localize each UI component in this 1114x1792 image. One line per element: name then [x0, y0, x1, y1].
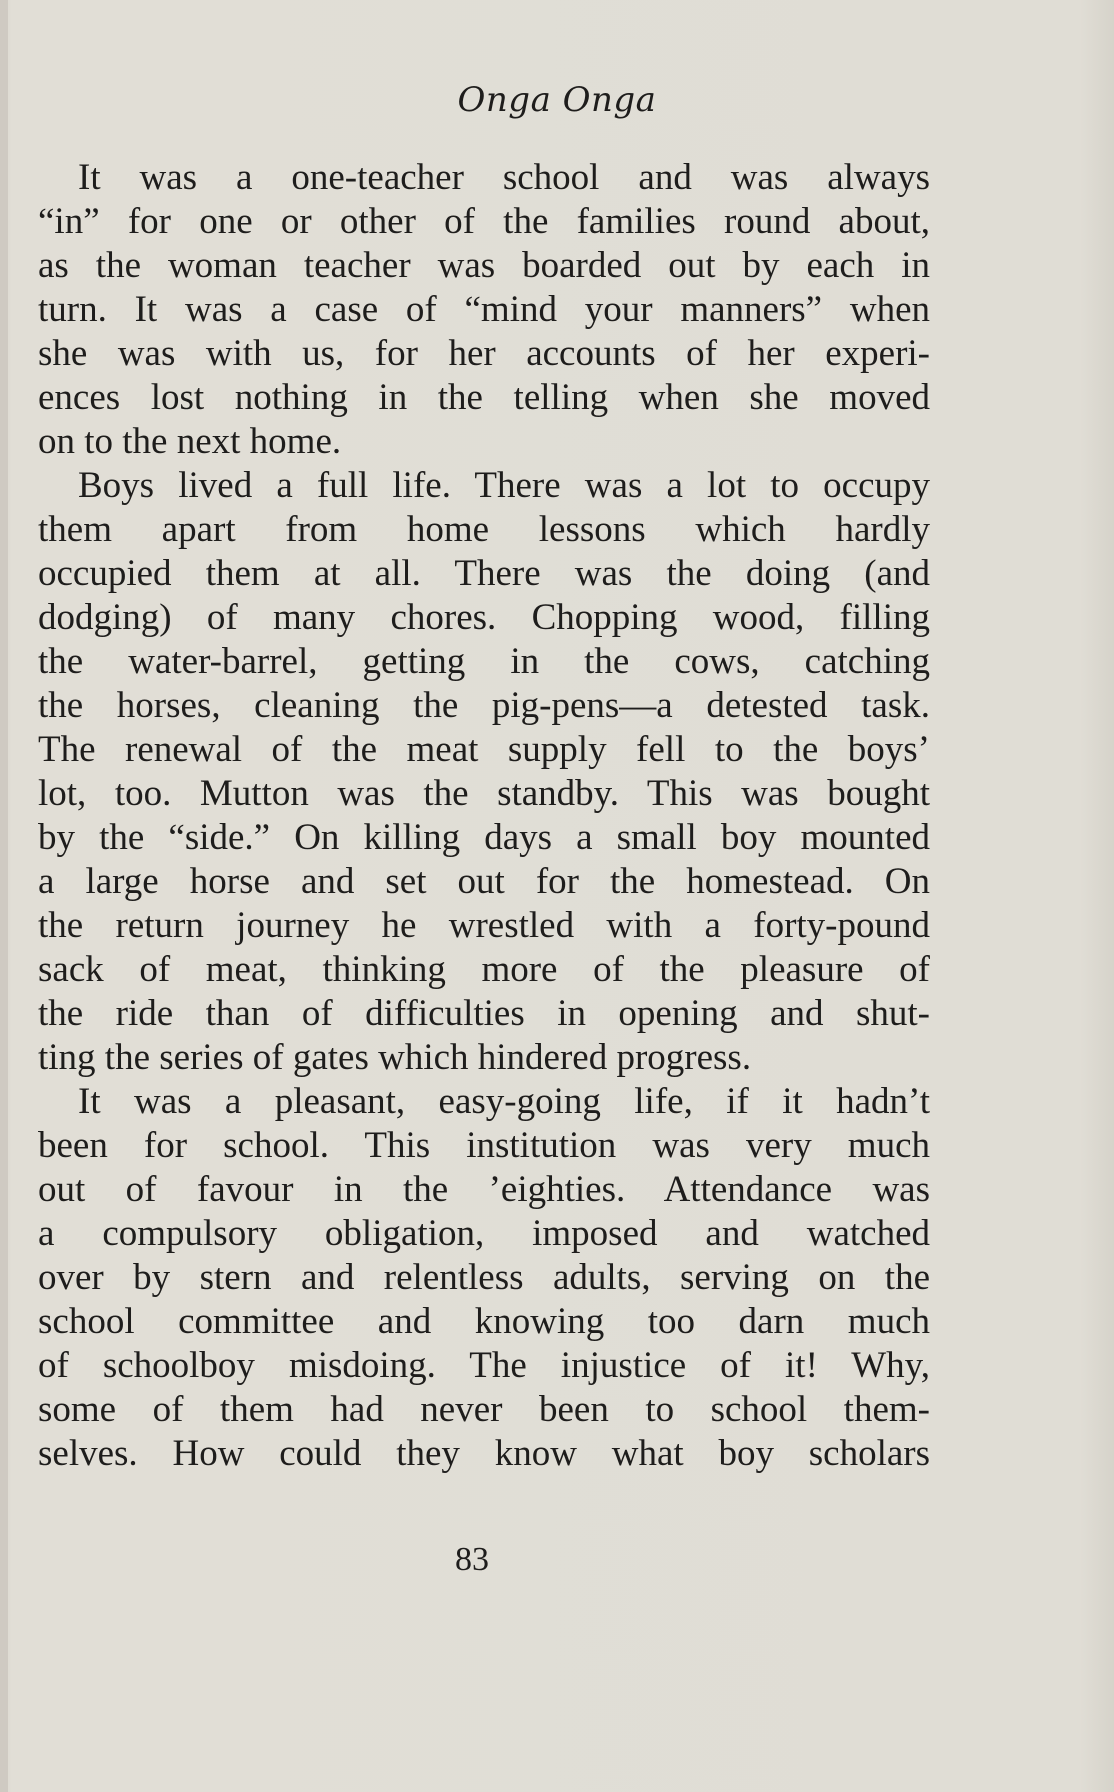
text-line: turn. It was a case of “mind your manners” when — [38, 289, 930, 330]
body-text — [38, 156, 930, 1476]
text-line: It was a pleasant, easy-going life, if it hadn’t — [78, 1081, 930, 1122]
text-line: the water-barrel, getting in the cows, catching — [38, 641, 930, 682]
text-line: the ride than of difficulties in opening and shut- — [38, 993, 930, 1034]
text-line: ences lost nothing in the telling when she moved — [38, 377, 930, 418]
text-line: Boys lived a full life. There was a lot to occupy — [78, 465, 930, 506]
text-line: ting the series of gates which hindered progress. — [38, 1037, 752, 1078]
text-line: “in” for one or other of the families round about, — [38, 201, 930, 242]
text-line: selves. How could they know what boy scholars — [38, 1433, 930, 1474]
text-line: a compulsory obligation, imposed and watched — [38, 1213, 930, 1254]
text-line: dodging) of many chores. Chopping wood, filling — [38, 597, 930, 638]
page-edge — [0, 0, 8, 1792]
text-line: a large horse and set out for the homestead. On — [38, 861, 930, 902]
text-line: out of favour in the ’eighties. Attendance was — [38, 1169, 930, 1210]
page-number: 83 — [455, 1541, 489, 1578]
text-line: over by stern and relentless adults, serving on the — [38, 1257, 930, 1298]
running-head: Onga Onga — [457, 80, 657, 120]
text-line: It was a one-teacher school and was always — [78, 157, 930, 198]
text-line: lot, too. Mutton was the standby. This was bought — [38, 773, 930, 814]
text-line: the return journey he wrestled with a forty-pound — [38, 905, 930, 946]
text-line: school committee and knowing too darn much — [38, 1301, 930, 1342]
text-line: the horses, cleaning the pig-pens—a detested task. — [38, 685, 930, 726]
text-line: of schoolboy misdoing. The injustice of it! Why, — [38, 1345, 930, 1386]
text-line: been for school. This institution was very much — [38, 1125, 930, 1166]
text-line: occupied them at all. There was the doing (and — [38, 553, 930, 594]
text-line: by the “side.” On killing days a small boy mounted — [38, 817, 930, 858]
text-line: sack of meat, thinking more of the pleasure of — [38, 949, 930, 990]
text-line: on to the next home. — [38, 421, 342, 462]
text-line: some of them had never been to school them- — [38, 1389, 930, 1430]
text-line: she was with us, for her accounts of her experi- — [38, 333, 930, 374]
text-line: The renewal of the meat supply fell to the boys’ — [38, 729, 930, 770]
text-line: them apart from home lessons which hardly — [38, 509, 930, 550]
text-line: as the woman teacher was boarded out by each in — [38, 245, 930, 286]
